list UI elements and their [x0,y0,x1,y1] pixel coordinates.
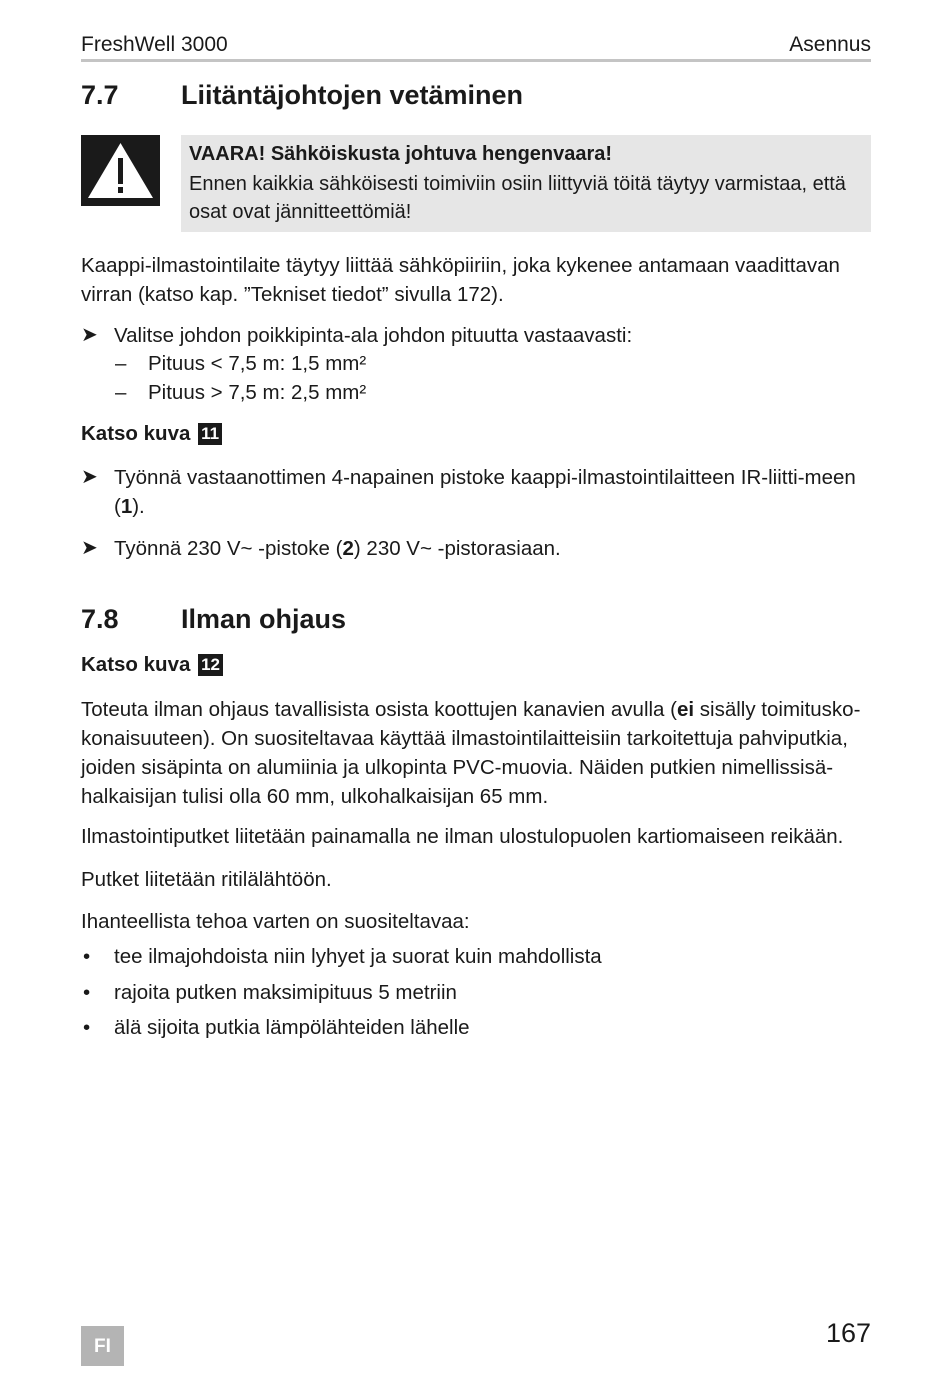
warning-text: Ennen kaikkia sähköisesti toimiviin osiin liittyviä töitä täytyy varmistaa, että osat ovat jännitteettömiä! [189,173,846,223]
warning-title: VAARA! Sähköiskusta johtuva hengenvaara! [189,143,613,165]
section-number: 7.8 [81,604,119,634]
page-header [81,31,871,62]
dash-text: Pituus < 7,5 m: 1,5 mm² [148,352,367,375]
arrow-icon: ➤ [81,324,98,346]
arrow-icon: ➤ [81,537,98,559]
page-number: 167 [825,1318,871,1348]
paragraph-air-ducts: Toteuta ilman ohjaus tavallisista osista koottujen kanavien avulla (ei sisälly toimitusko-konaisuuteen). On suositeltavaa käyttää ilmastointilaitteisiin tarkoitettuja pahviputkia, joiden sisäpinta on alumiinia ja ulkopinta PVC-muovia. Näiden putkien nimellissisä-halkaisijan tulisi olla 60 mm, ulkohalkaisijan 65 mm. [81,698,861,808]
section-title: Ilman ohjaus [181,604,347,634]
figure-number-badge: 11 [198,423,222,445]
header-section: Asennus [789,33,871,56]
warning-box [181,135,871,232]
warning-icon [81,135,160,206]
section-number: 7.7 [81,80,119,110]
header-product: FreshWell 3000 [81,33,228,56]
figure-reference [81,422,222,446]
arrow-icon: ➤ [81,466,98,488]
list-item-text: älä sijoita putkia lämpölähteiden lähelle [114,1016,470,1039]
step-text: Työnnä 230 V~ -pistoke (2) 230 V~ -pistorasiaan. [114,537,561,560]
list-item-text: tee ilmajohdoista niin lyhyet ja suorat kuin mahdollista [114,945,602,968]
dash-text: Pituus > 7,5 m: 2,5 mm² [148,381,367,404]
figure-reference-label: Katso kuva [81,422,191,445]
paragraph-grille: Putket liitetään ritilälähtöön. [81,868,332,891]
paragraph-duct-connection: Ilmastointiputket liitetään painamalla ne ilman ulostulopuolen kartiomaiseen reikään. [81,825,844,848]
step-text: Valitse johdon poikkipinta-ala johdon pituutta vastaavasti: [114,324,633,347]
figure-reference [81,653,223,677]
step-text: Työnnä vastaanottimen 4-napainen pistoke kaappi-ilmastointilaitteen IR-liitti-meen (1). [114,466,856,518]
section-title: Liitäntäjohtojen vetäminen [181,80,524,110]
paragraph-recommendation: Ihanteellista tehoa varten on suositeltavaa: [81,910,470,933]
language-tag: FI [81,1326,124,1366]
figure-number-badge: 12 [198,654,223,676]
paragraph-power-circuit: Kaappi-ilmastointilaite täytyy liittää sähköpiiriin, joka kykenee antamaan vaadittavan virran (katso kap. ”Tekniset tiedot” sivulla 172). [81,254,840,306]
figure-reference-label: Katso kuva [81,653,191,676]
list-item-text: rajoita putken maksimipituus 5 metriin [114,981,457,1004]
